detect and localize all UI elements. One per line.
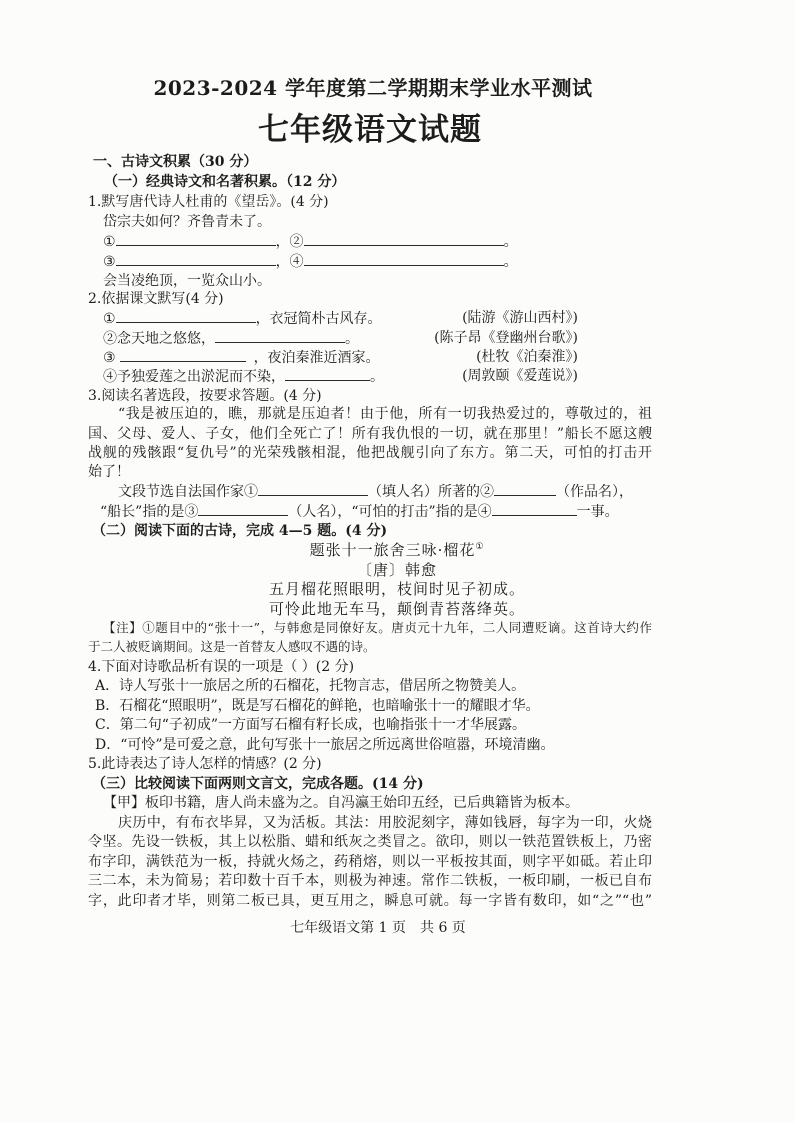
line-end-punct: 。 bbox=[503, 254, 518, 270]
q3-stem: 3.阅读名著选段，按要求答题。(4 分) bbox=[88, 388, 322, 404]
classical-text-line: 布字印，满铁范为一板，持就火炀之，药稍熔，则以一平板按其面，则字平如砥。若止印 bbox=[88, 854, 652, 870]
q1-blank-row bbox=[103, 231, 518, 252]
classical-text-line: 【甲】板印书籍，唐人尚未盛为之。自冯瀛王始印五经，已后典籍皆为板本。 bbox=[103, 795, 579, 811]
q3-answer-text: （人名），“可怕的打击”指的是④ bbox=[288, 504, 492, 520]
q1-given-after: 会当凌绝顶，一览众山小。 bbox=[103, 273, 271, 289]
part2-heading: （二）阅读下面的古诗，完成 4—5 题。(4 分) bbox=[92, 523, 388, 539]
answer-blank bbox=[116, 308, 256, 323]
part3-heading: （三）比较阅读下面两则文言文，完成各题。(14 分) bbox=[92, 776, 424, 792]
q2-item-suffix: ，衣冠简朴古风存。 bbox=[255, 311, 382, 327]
answer-blank bbox=[304, 231, 504, 246]
q2-stem: 2.依据课文默写(4 分) bbox=[88, 291, 224, 307]
poem-note-line: 【注】①题目中的“张十一”，与韩愈是同僚好友。唐贞元十九年，二人同遭贬谪。这首诗大约作 bbox=[103, 620, 652, 635]
q2-item-prefix: ④予独爱莲之出淤泥而不染， bbox=[103, 369, 285, 385]
q3-answer-line bbox=[100, 501, 619, 522]
classical-text-line: 令坚。先设一铁板，其上以松脂、蜡和纸灰之类冒之。欲印，则以一铁范置铁板上，乃密 bbox=[88, 834, 652, 850]
answer-blank bbox=[116, 231, 276, 246]
q1-given-before: 岱宗夫如何？齐鲁青未了。 bbox=[103, 214, 271, 230]
q5-stem: 5.此诗表达了诗人怎样的情感？(2 分) bbox=[88, 756, 322, 772]
blank-mark: ，② bbox=[275, 234, 304, 250]
answer-blank bbox=[215, 328, 345, 343]
q2-item bbox=[103, 366, 384, 387]
q3-excerpt-line: 始了！ bbox=[88, 464, 130, 480]
exam-subject-title: 七年级语文试题 bbox=[258, 112, 482, 148]
exam-term-title: 2023-2024 学年度第二学期期末学业水平测试 bbox=[153, 76, 593, 100]
answer-blank bbox=[285, 366, 370, 381]
poem-title-text: 题张十一旅舍三咏·榴花 bbox=[309, 541, 476, 559]
q3-answer-text: （填人名）所著的② bbox=[368, 484, 494, 500]
poem-note-mark: ① bbox=[475, 542, 485, 552]
answer-blank bbox=[494, 481, 556, 496]
q3-answer-text: 一事。 bbox=[576, 504, 619, 520]
answer-blank bbox=[116, 251, 276, 266]
blank-mark: ① bbox=[103, 234, 116, 250]
classical-text-line: 庆历中，有布衣毕昇，又为活板。其法：用胶泥刻字，薄如钱唇，每字为一印，火烧 bbox=[118, 815, 652, 831]
poem-line: 五月榴花照眼明，枝间时见子初成。 bbox=[268, 580, 525, 598]
q3-answer-text: “船长”指的是③ bbox=[100, 504, 199, 520]
answer-blank bbox=[304, 251, 504, 266]
poem-title bbox=[0, 540, 794, 560]
q1-blank-row bbox=[103, 251, 518, 272]
q2-item-prefix: ③ bbox=[103, 350, 116, 366]
answer-blank bbox=[198, 501, 288, 516]
answer-blank bbox=[258, 481, 368, 496]
q4-option-c: C．第二句“子初成”一方面写石榴有籽长成，也喻指张十一才华展露。 bbox=[95, 717, 527, 733]
q2-item-suffix: 。 bbox=[370, 369, 384, 385]
q3-answer-text: （作品名）， bbox=[556, 484, 633, 500]
classical-text-line: 字，此印者才毕，则第二板已具，更互用之，瞬息可就。每一字皆有数印，如“之”“也” bbox=[88, 893, 652, 909]
q3-answer-text: 文段节选自法国作家① bbox=[118, 484, 258, 500]
poem-note-line: 于二人被贬谪期间。这是一首替友人感叹不遇的诗。 bbox=[88, 639, 376, 654]
q2-item-prefix: ②念天地之悠悠， bbox=[103, 331, 215, 347]
q2-item-suffix: ，夜泊秦淮近酒家。 bbox=[253, 350, 380, 366]
q2-item bbox=[103, 328, 359, 349]
q3-answer-line bbox=[118, 481, 633, 502]
page-footer: 七年级语文第 1 页 共 6 页 bbox=[290, 920, 466, 936]
q2-item-source: (杜牧《泊秦淮》) bbox=[476, 349, 578, 365]
poem-line: 可怜此地无车马，颠倒青苔落绛英。 bbox=[268, 600, 525, 618]
q2-item-prefix: ① bbox=[103, 311, 116, 327]
q4-option-a: A．诗人写张十一旅居之所的石榴花，托物言志，借居所之物赞美人。 bbox=[95, 678, 526, 694]
q3-excerpt-line: 国、父母、爱人、子女，他们全死亡了！所有我仇恨的一切，就在那里！”船长不愿这艘 bbox=[88, 426, 652, 442]
q2-item-source: (陆游《游山西村》) bbox=[462, 310, 578, 326]
q2-item-source: (周敦颐《爱莲说》) bbox=[462, 368, 578, 384]
q3-excerpt-line: 战舰的残骸跟“复仇号”的光荣残骸相混，他把战舰引向了东方。第二天，可怕的打击开 bbox=[88, 445, 652, 461]
classical-text-line: 三二本，未为简易；若印数十百千本，则极为神速。常作二铁板，一板印刷，一板已自布 bbox=[88, 873, 652, 889]
part1-heading: （一）经典诗文和名著积累。（12 分） bbox=[104, 174, 346, 190]
q3-excerpt-line: “我是被压迫的，瞧，那就是压迫者！由于他，所有一切我热爱过的，尊敬过的，祖 bbox=[118, 406, 652, 422]
answer-blank bbox=[120, 347, 246, 362]
q4-option-d: D．“可怜”是可爱之意，此句写张十一旅居之所远离世俗喧嚣，环境清幽。 bbox=[95, 737, 555, 753]
q4-option-b: B．石榴花“照眼明”，既是写石榴花的鲜艳，也暗喻张十一的耀眼才华。 bbox=[95, 698, 540, 714]
q2-item bbox=[103, 347, 380, 368]
poem-author: 〔唐〕韩愈 bbox=[356, 561, 437, 579]
q4-stem: 4.下面对诗歌品析有误的一项是（ ）(2 分) bbox=[88, 659, 355, 675]
q2-item-suffix: 。 bbox=[345, 331, 359, 347]
q1-stem: 1.默写唐代诗人杜甫的《望岳》。(4 分) bbox=[88, 194, 329, 210]
blank-mark: ，④ bbox=[275, 254, 304, 270]
line-end-punct: 。 bbox=[503, 234, 518, 250]
q2-item bbox=[103, 308, 382, 329]
q2-item-source: (陈子昂《登幽州台歌》) bbox=[434, 330, 578, 346]
blank-mark: ③ bbox=[103, 254, 116, 270]
answer-blank bbox=[492, 501, 577, 516]
section1-heading: 一、古诗文积累（30 分） bbox=[93, 154, 258, 170]
